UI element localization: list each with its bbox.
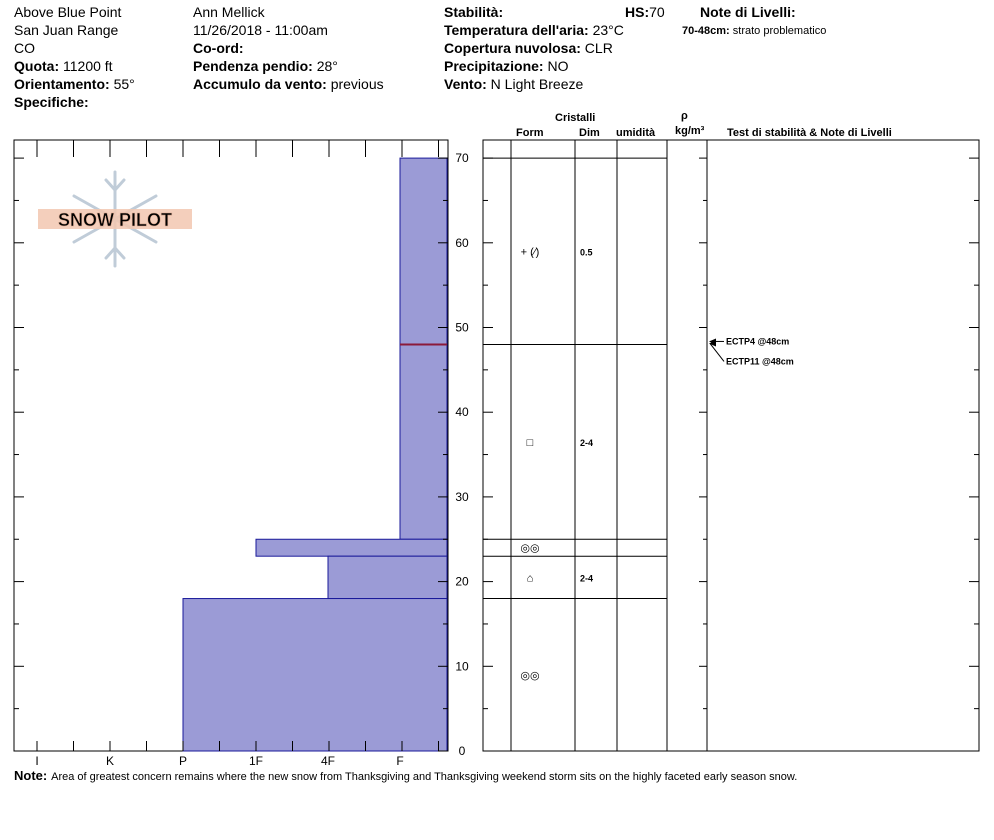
hardness-layer-bar: [400, 158, 447, 344]
state-name: CO: [14, 40, 35, 56]
snowpilot-logo: [38, 172, 192, 266]
crystal-size: 2-4: [580, 573, 594, 584]
crystal-size: 0.5: [580, 247, 593, 258]
specifics-label: Specifiche:: [14, 94, 89, 110]
hardness-layers: [183, 158, 447, 751]
size-header: Dim: [579, 127, 600, 139]
precip-label: Precipitazione:: [444, 58, 544, 74]
elevation-label: Quota:: [14, 58, 60, 74]
note-label: Note:: [14, 768, 48, 783]
observer-name: Ann Mellick: [193, 4, 265, 20]
crystals-header: Cristalli: [555, 112, 596, 124]
hardness-label: K: [105, 754, 115, 768]
depth-label: 70: [455, 151, 469, 166]
hardness-label: 1F: [248, 754, 264, 768]
layer-table-frame: [483, 140, 979, 751]
depth-label: 0: [458, 744, 466, 758]
depth-label: 60: [455, 235, 469, 250]
aspect-value: 55°: [113, 76, 135, 92]
hardness-layer-bar: [183, 599, 447, 751]
tests-header: Test di stabilità & Note di Livelli: [727, 127, 892, 139]
air-temp-label: Temperatura dell'aria:: [444, 22, 589, 38]
crystal-form: ◎◎: [520, 669, 540, 682]
test-arrow: [710, 343, 724, 361]
air-temp-value: 23°C: [592, 22, 624, 38]
hs-value: 70: [649, 4, 665, 20]
wind-label: Vento:: [444, 76, 487, 92]
depth-label: 30: [455, 489, 469, 504]
stability-test-label: ECTP11 @48cm: [726, 356, 794, 367]
layer-notes-label: Note di Livelli:: [700, 4, 796, 20]
depth-label: 10: [455, 659, 469, 674]
hardness-label: 4F: [320, 754, 336, 768]
layer-note-range: 70-48cm:: [682, 25, 730, 37]
stability-test-label: ECTP4 @48cm: [726, 336, 790, 347]
note: [14, 767, 797, 785]
moisture-header: umidità: [616, 127, 656, 139]
crystal-form: ◎◎: [520, 542, 540, 555]
cloud-value: CLR: [584, 40, 613, 56]
logo-text: SNOW PILOT: [58, 210, 172, 230]
hs-label: HS:: [625, 4, 650, 20]
elevation-value: 11200 ft: [63, 58, 113, 74]
slope-value: 28°: [316, 58, 338, 74]
hardness-label: F: [396, 754, 404, 768]
coord-label: Co-ord:: [193, 40, 244, 56]
observation-datetime: 11/26/2018 - 11:00am: [193, 22, 328, 38]
wind-loading-label: Accumulo da vento:: [193, 76, 327, 92]
stability-tests: [709, 336, 794, 366]
depth-axis: [14, 151, 979, 758]
hardness-layer-bar: [328, 556, 447, 598]
rho-header: ρ: [681, 110, 688, 122]
hardness-layer-bar: [400, 344, 447, 539]
hardness-axis-labels: [35, 754, 403, 768]
precip-value: NO: [547, 58, 569, 74]
depth-label: 40: [455, 405, 469, 420]
aspect-label: Orientamento:: [14, 76, 110, 92]
depth-label: 20: [455, 574, 469, 589]
layer-note-text: strato problematico: [732, 25, 827, 37]
wind-value: N Light Breeze: [490, 76, 584, 92]
depth-label: 50: [455, 320, 469, 335]
location-name: Above Blue Point: [14, 4, 122, 20]
wind-loading-value: previous: [330, 76, 384, 92]
cloud-label: Copertura nuvolosa:: [444, 40, 581, 56]
crystal-form: □: [526, 436, 534, 449]
note-text: Area of greatest concern remains where the new snow from Thanksgiving and Thanksgiving weekend storm sits on the highly faceted early season snow.: [51, 771, 798, 783]
slope-label: Pendenza pendio:: [193, 58, 313, 74]
hardness-label: I: [35, 754, 39, 768]
crystal-form: ⌂: [526, 572, 534, 585]
hardness-layer-bar: [256, 539, 447, 556]
density-unit-header: kg/m³: [675, 125, 705, 137]
hardness-label: P: [178, 754, 188, 768]
form-header: Form: [516, 127, 544, 139]
crystal-size: 2-4: [580, 437, 594, 448]
crystal-form: + (⁄): [520, 246, 540, 259]
stability-label: Stabilità:: [444, 4, 504, 20]
range-name: San Juan Range: [14, 22, 119, 38]
